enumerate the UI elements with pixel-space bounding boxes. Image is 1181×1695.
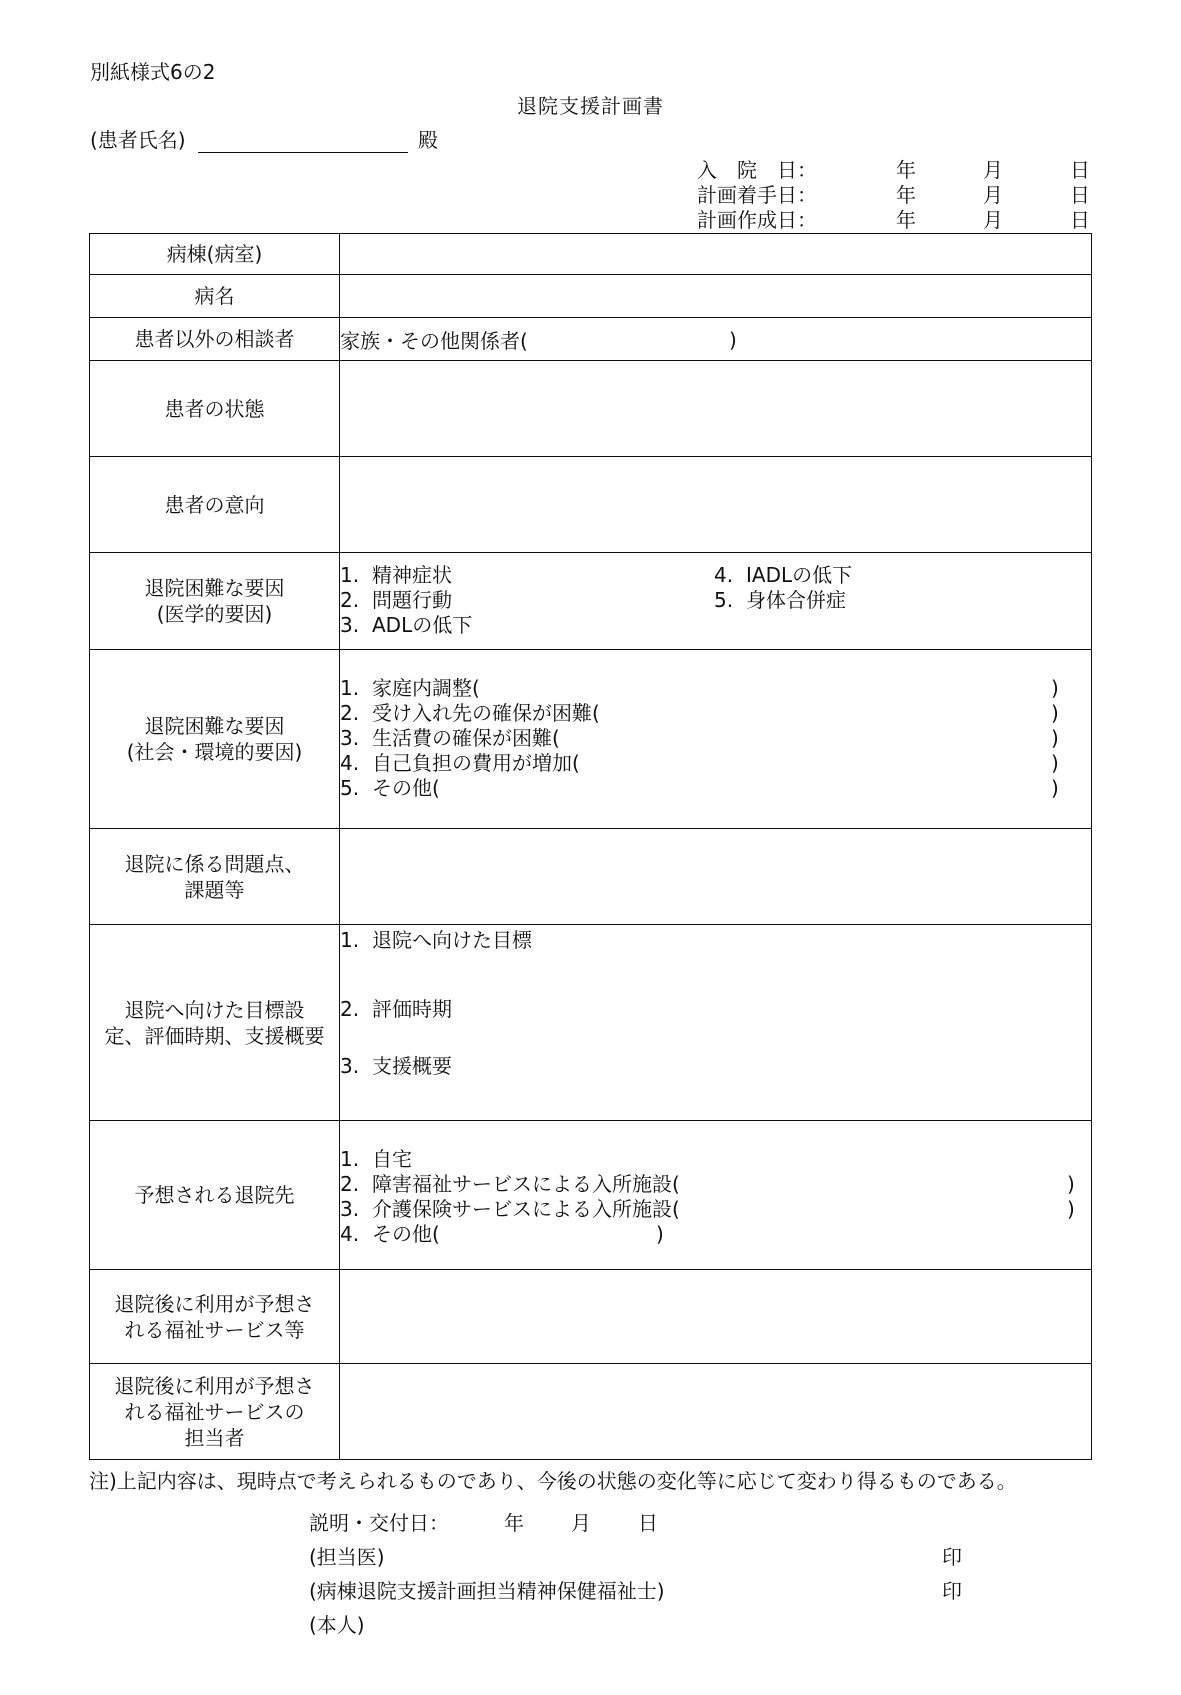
item-number: 2. [340,1172,360,1196]
item-text: 生活費の確保が困難( [372,726,560,750]
item-number: 1. [340,928,360,952]
item-close: ) [1067,1172,1075,1196]
consultant-label: 患者以外の相談者 [90,318,340,361]
item-close: ) [1051,701,1059,725]
item-text: その他( [372,776,440,800]
destination-field [340,1121,1092,1270]
state-label: 患者の状態 [90,361,340,457]
destination-label: 予想される退院先 [90,1121,340,1270]
label-line: 退院へ向けた目標設 [124,997,305,1022]
row-destination [90,1121,1092,1270]
list-item[interactable] [340,1199,680,1219]
list-item[interactable] [340,615,472,635]
services-label [90,1270,340,1364]
ward-label: 病棟(病室) [90,234,340,275]
intention-field[interactable] [340,457,1092,553]
ward-field[interactable] [340,234,1092,275]
row-ward [90,234,1092,275]
date-row-plan-created [697,210,1089,232]
item-text: 身体合併症 [746,588,846,612]
disease-field[interactable] [340,275,1092,318]
form-id: 別紙様式6の2 [90,60,216,84]
social-factor-list [340,650,1091,828]
date-day: 日 [1070,158,1090,182]
item-number: 4. [340,751,360,775]
list-item[interactable] [340,778,440,798]
label-line: 定、評価時期、支援概要 [104,1023,325,1048]
item-text: 支援概要 [372,1054,452,1078]
list-item[interactable] [340,930,532,950]
row-service-staff [90,1364,1092,1460]
label-line: れる福祉サービス等 [124,1317,305,1342]
services-field[interactable] [340,1270,1092,1364]
item-number: 1. [340,1147,360,1171]
label-line: (社会・環境的要因) [126,740,303,764]
item-number: 3. [340,1197,360,1221]
note: 注)上記内容は、現時点で考えられるものであり、今後の状態の変化等に応じて変わり得るものである。 [89,1469,1017,1493]
label-line: (医学的要因) [156,602,273,626]
item-close: ) [1051,751,1059,775]
plan-table [89,233,1092,1460]
item-text: 退院へ向けた目標 [372,928,532,952]
date-month: 月 [983,183,1003,207]
row-medical-factors [90,553,1092,650]
service-staff-field[interactable] [340,1364,1092,1460]
label-line: れる福祉サービスの [124,1399,305,1424]
disease-label: 病名 [90,275,340,318]
item-text: ADLの低下 [372,613,473,637]
row-disease [90,275,1092,318]
row-issues [90,829,1092,925]
item-text: 障害福祉サービスによる入所施設( [372,1172,680,1196]
label-line: 担当者 [184,1425,245,1450]
label-line: 退院後に利用が予想さ [114,1373,315,1398]
date-label: 計画作成日： [697,208,817,232]
psw-label: (病棟退院支援計画担当精神保健福祉士) [309,1579,665,1603]
item-number: 2. [340,588,360,612]
item-number: 4. [340,1222,360,1246]
date-row-plan-start [697,185,1089,207]
item-number: 2. [340,997,360,1021]
label-line: 退院困難な要因 [144,576,285,600]
date-row-admission [697,160,1089,182]
date-year: 年 [896,183,916,207]
issues-field[interactable] [340,829,1092,925]
row-goals [90,925,1092,1121]
row-consultant [90,318,1092,361]
list-item[interactable] [340,703,600,723]
date-day: 日 [1070,183,1090,207]
service-staff-label [90,1364,340,1460]
date-year: 年 [896,208,916,232]
social-factors-label [90,650,340,829]
goals-field [340,925,1092,1121]
list-item[interactable] [340,999,452,1019]
date-day: 日 [1070,208,1090,232]
list-item[interactable] [340,728,560,748]
list-item[interactable] [340,678,480,698]
intention-label: 患者の意向 [90,457,340,553]
item-number: 2. [340,701,360,725]
list-item[interactable] [340,1149,412,1169]
doctor-label: (担当医) [309,1545,385,1569]
item-text: 家庭内調整( [372,676,480,700]
item-text: 問題行動 [372,588,452,612]
psw-seal: 印 [942,1579,962,1603]
label-line: 課題等 [184,877,245,902]
item-number: 1. [340,676,360,700]
item-number: 3. [340,726,360,750]
medical-factor-list [340,553,1091,649]
medical-factors-label [90,553,340,650]
goals-label [90,925,340,1121]
label-line: 退院に係る問題点、 [124,851,305,876]
item-number: 3. [340,613,360,637]
consultant-text: 家族・その他関係者( [340,328,528,353]
item-close: ) [1067,1197,1075,1221]
patient-name-line [198,152,408,153]
item-number: 4. [714,563,734,587]
patient-name-label: (患者氏名) [90,128,186,152]
item-close: ) [1051,726,1059,750]
doctor-seal: 印 [942,1545,962,1569]
list-item[interactable] [340,1224,440,1244]
item-number: 5. [340,776,360,800]
document-title: 退院支援計画書 [517,94,664,118]
explain-date-label: 説明・交付日： [309,1511,449,1535]
item-text: 評価時期 [372,997,452,1021]
row-state [90,361,1092,457]
self-label: (本人) [309,1613,365,1637]
date-label: 計画着手日： [697,183,817,207]
item-text: 自己負担の費用が増加( [372,751,580,775]
destination-list [340,1121,1091,1269]
issues-label [90,829,340,925]
row-social-factors [90,650,1092,829]
explain-year: 年 [504,1511,524,1535]
item-text: 介護保険サービスによる入所施設( [372,1197,680,1221]
item-text: IADLの低下 [746,563,853,587]
list-item[interactable] [340,1056,452,1076]
date-month: 月 [983,208,1003,232]
list-item[interactable] [714,565,852,585]
item-text: 精神症状 [372,563,452,587]
consultant-close: ) [729,328,737,352]
patient-honorific: 殿 [418,128,438,152]
state-field[interactable] [340,361,1092,457]
list-item[interactable] [340,1174,680,1194]
item-close: ) [1051,776,1059,800]
item-text: 自宅 [372,1147,412,1171]
date-year: 年 [896,158,916,182]
label-line: 退院困難な要因 [144,714,285,738]
item-number: 5. [714,588,734,612]
item-close: ) [1051,676,1059,700]
row-intention [90,457,1092,553]
medical-factors-field [340,553,1092,650]
item-text: 受け入れ先の確保が困難( [372,701,600,725]
row-services [90,1270,1092,1364]
social-factors-field [340,650,1092,829]
goals-list [340,925,1091,1120]
list-item[interactable] [340,590,452,610]
item-text: その他( [372,1222,440,1246]
list-item[interactable] [340,753,580,773]
label-line: 退院後に利用が予想さ [114,1291,315,1316]
consultant-field[interactable] [340,318,1092,361]
explain-month: 月 [571,1511,591,1535]
item-close: ) [656,1222,664,1246]
list-item[interactable] [714,590,846,610]
date-label: 入 院 日： [697,158,817,182]
explain-day: 日 [638,1511,658,1535]
item-number: 1. [340,563,360,587]
list-item[interactable] [340,565,452,585]
date-month: 月 [983,158,1003,182]
item-number: 3. [340,1054,360,1078]
